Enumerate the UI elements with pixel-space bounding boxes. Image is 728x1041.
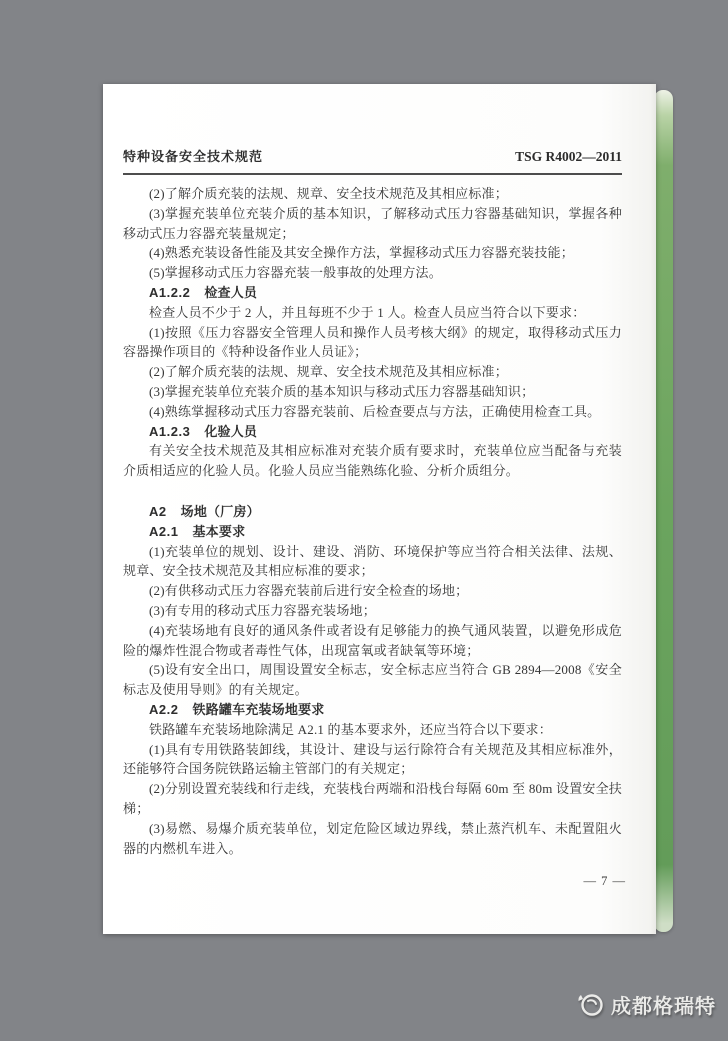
clause-heading (123, 700, 622, 720)
list-item-paragraph: (2)分别设置充装线和行走线，充装栈台两端和沿栈台每隔 60m 至 80m 设置安全扶梯； (123, 781, 622, 816)
watermark-text: 成都格瑞特 (611, 996, 716, 1018)
publisher-watermark (574, 990, 716, 1019)
header-rule (123, 173, 622, 175)
clause-number: A2.2 (149, 701, 179, 717)
list-item-paragraph: (1)具有专用铁路装卸线，其设计、建设与运行除符合有关规范及其相应标准外，还能够符合国务院铁路运输主管部门的有关规定； (123, 741, 622, 777)
document-body (123, 184, 622, 858)
clause-number: A2 (149, 503, 167, 519)
list-item-paragraph: (3)有专用的移动式压力容器充装场地； (149, 602, 376, 618)
clause-number: A1.2.2 (149, 284, 191, 300)
clause-title: 铁路罐车充装场地要求 (192, 701, 325, 717)
clause-heading (123, 522, 622, 542)
list-item-paragraph: (2)有供移动式压力容器充装前后进行安全检查的场地； (149, 583, 469, 599)
clause-number: A2.1 (149, 523, 179, 539)
body-paragraph: 铁路罐车充装场地除满足 A2.1 的基本要求外，还应当符合以下要求： (149, 721, 552, 737)
list-item-paragraph: (3)掌握充装单位充装介质的基本知识，了解移动式压力容器基础知识，掌握各种移动式压力容器充装量规定； (123, 205, 622, 241)
camera-logo-icon (574, 991, 604, 1018)
list-item-paragraph: (4)熟练掌握移动式压力容器充装前、后检查要点与方法，正确使用检查工具。 (149, 403, 601, 419)
list-item-paragraph: (3)掌握充装单位充装介质的基本知识与移动式压力容器基础知识； (149, 383, 535, 399)
list-item-paragraph: (2)了解介质充装的法规、规章、安全技术规范及其相应标准； (149, 364, 508, 380)
list-item-paragraph: (5)设有安全出口，周围设置安全标志，安全标志应当符合 GB 2894—2008《安全标志及使用导则》的有关规定。 (123, 662, 622, 698)
list-item-paragraph: (1)充装单位的规划、设计、建设、消防、环境保护等应当符合相关法律、法规、规章、安全技术规范及其相应标准的要求； (123, 543, 622, 579)
clause-title: 检查人员 (204, 284, 258, 300)
scanned-document-page (103, 84, 656, 934)
page-number: — 7 — (583, 874, 626, 888)
clause-title: 化验人员 (204, 423, 258, 439)
clause-title: 基本要求 (192, 523, 246, 539)
list-item-paragraph: (5)掌握移动式压力容器充装一般事故的处理方法。 (149, 265, 442, 281)
list-item-paragraph: (3)易燃、易爆介质充装单位，划定危险区域边界线，禁止蒸汽机车、未配置阻火器的内燃机车进入。 (123, 820, 622, 856)
body-paragraph: 检查人员不少于 2 人，并且每班不少于 1 人。检查人员应当符合以下要求： (149, 304, 586, 320)
body-paragraph: 有关安全技术规范及其相应标准对充装介质有要求时，充装单位应当配备与充装介质相适应的化验人员。化验人员应当能熟练化验、分析介质组分。 (123, 443, 622, 479)
list-item-paragraph: (2)了解介质充装的法规、规章、安全技术规范及其相应标准； (149, 186, 508, 201)
clause-heading (123, 283, 622, 303)
list-item-paragraph: (1)按照《压力容器安全管理人员和操作人员考核大纲》的规定，取得移动式压力容器操作项目的《特种设备作业人员证》； (123, 324, 622, 360)
header-title: 特种设备安全技术规范 (123, 149, 264, 164)
page-header (123, 146, 622, 165)
list-item-paragraph: (4)充装场地有良好的通风条件或者设有足够能力的换气通风装置，以避免形成危险的爆炸性混合物或者毒性气体，出现富氧或者缺氧等环境； (123, 622, 622, 658)
clause-title: 场地（厂房） (180, 503, 260, 519)
clause-number: A1.2.3 (149, 423, 191, 439)
clause-heading (123, 502, 622, 522)
clause-heading (123, 422, 622, 442)
book-edge-green-strip (654, 90, 673, 932)
header-doc-code: TSG R4002—2011 (515, 149, 622, 164)
list-item-paragraph: (4)熟悉充装设备性能及其安全操作方法，掌握移动式压力容器充装技能； (149, 245, 574, 261)
